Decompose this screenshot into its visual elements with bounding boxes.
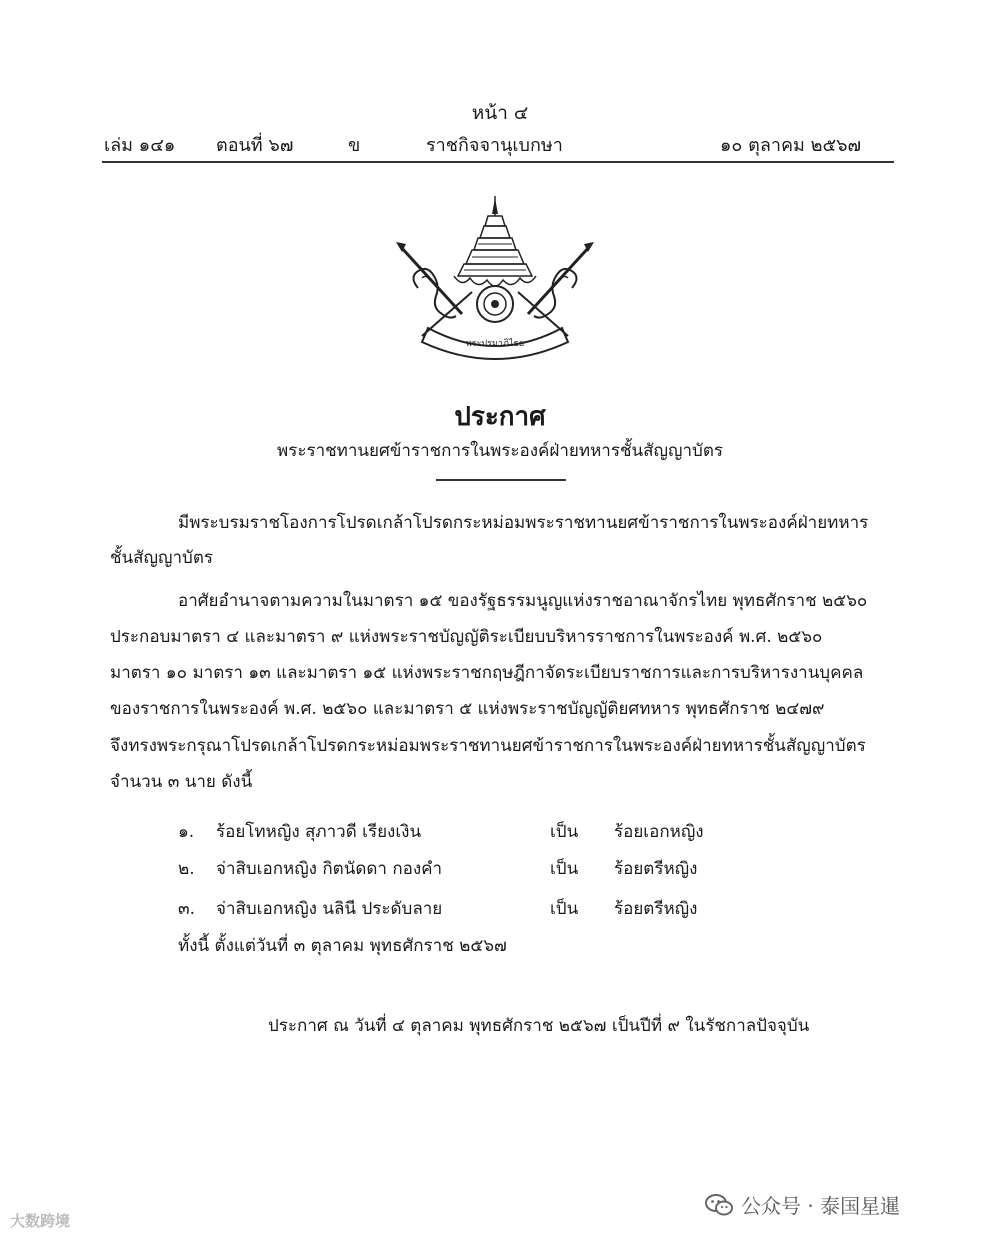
paragraph2-line: อาศัยอำนาจตามความในมาตรา ๑๕ ของรัฐธรรมนูญแห่งราชอาณาจักรไทย พุทธศักราช ๒๕๖๐ <box>178 591 868 611</box>
publication-name: ราชกิจจานุเบกษา <box>426 135 563 156</box>
appointment-item <box>178 897 738 921</box>
watermark-right <box>705 1190 900 1219</box>
appointment-item <box>178 857 738 881</box>
royal-seal-icon <box>392 196 598 362</box>
title-divider <box>436 479 566 481</box>
appointment-name: จ่าสิบเอกหญิง กิตนัดดา กองคำ <box>216 859 443 879</box>
appointment-rank: ร้อยตรีหญิง <box>614 899 698 919</box>
appointment-name: จ่าสิบเอกหญิง นลินี ประดับลาย <box>216 899 443 919</box>
section-number: ตอนที่ ๖๗ <box>216 135 294 156</box>
appointment-rank: ร้อยเอกหญิง <box>614 822 704 842</box>
appointment-as: เป็น <box>550 899 579 919</box>
paragraph2-line: จำนวน ๓ นาย ดังนี้ <box>110 772 253 792</box>
appointment-rank: ร้อยตรีหญิง <box>614 859 698 879</box>
announcement-title: ประกาศ <box>454 402 546 432</box>
page-number: หน้า ๔ <box>471 102 529 124</box>
appointment-number: ๓. <box>178 899 196 919</box>
seal-banner-text: พระปรมาภิไธย <box>465 339 525 349</box>
appointment-as: เป็น <box>550 859 579 879</box>
paragraph2-line: ประกอบมาตรา ๔ และมาตรา ๙ แห่งพระราชบัญญัติระเบียบบริหารราชการในพระองค์ พ.ศ. ๒๕๖๐ <box>110 627 823 647</box>
appointment-as: เป็น <box>550 822 579 842</box>
appointment-number: ๒. <box>178 859 195 879</box>
volume-number: เล่ม ๑๔๑ <box>104 135 176 156</box>
watermark-right-text: 公众号 · 泰国星暹 <box>741 1194 901 1218</box>
paragraph1-line: มีพระบรมราชโองการโปรดเกล้าโปรดกระหม่อมพระราชทานยศข้าราชการในพระองค์ฝ่ายทหาร <box>178 513 869 533</box>
publication-date: ๑๐ ตุลาคม ๒๕๖๗ <box>720 135 862 156</box>
appointment-name: ร้อยโทหญิง สุภาวดี เรียงเงิน <box>216 822 422 842</box>
effective-date: ทั้งนี้ ตั้งแต่วันที่ ๓ ตุลาคม พุทธศักราช ๒๕๖๗ <box>178 936 507 956</box>
appointment-item <box>178 820 738 844</box>
announcement-subtitle: พระราชทานยศข้าราชการในพระองค์ฝ่ายทหารชั้นสัญญาบัตร <box>276 441 723 461</box>
paragraph2-line: มาตรา ๑๐ มาตรา ๑๓ และมาตรา ๑๕ แห่งพระราชกฤษฎีกาจัดระเบียบราชการและการบริหารงานบุคคล <box>110 663 864 683</box>
closing-statement: ประกาศ ณ วันที่ ๔ ตุลาคม พุทธศักราช ๒๕๖๗ เป็นปีที่ ๙ ในรัชกาลปัจจุบัน <box>268 1016 810 1036</box>
header-divider <box>102 161 894 163</box>
paragraph1-line: ชั้นสัญญาบัตร <box>110 548 214 568</box>
watermark-left: 大数跨境 <box>10 1212 71 1230</box>
paragraph2-line: ของราชการในพระองค์ พ.ศ. ๒๕๖๐ และมาตรา ๕ แห่งพระราชบัญญัติยศทหาร พุทธศักราช ๒๔๗๙ <box>110 699 825 719</box>
wechat-icon <box>705 1193 733 1217</box>
paragraph2-line: จึงทรงพระกรุณาโปรดเกล้าโปรดกระหม่อมพระราชทานยศข้าราชการในพระองค์ฝ่ายทหารชั้นสัญญาบัตร <box>110 736 866 756</box>
section-part: ข <box>348 135 361 156</box>
gazette-header <box>104 130 892 160</box>
appointment-number: ๑. <box>178 822 195 842</box>
